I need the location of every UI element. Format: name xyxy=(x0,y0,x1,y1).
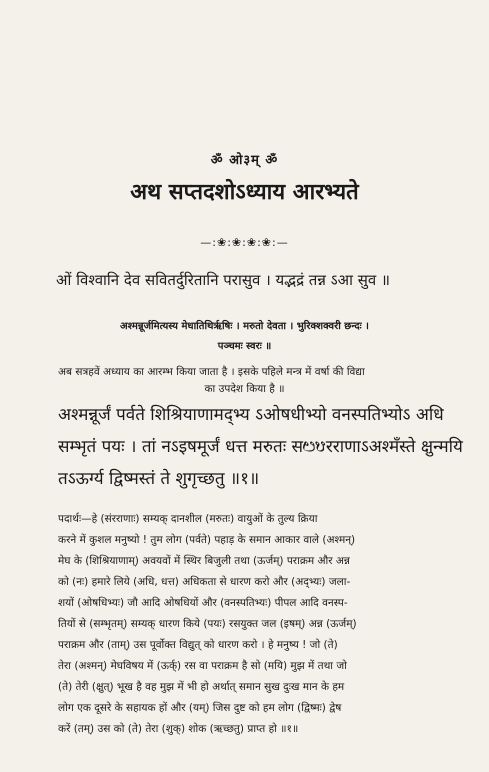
translation-line: करने में कुशल मनुष्यो ! तुम लोग (पर्वते) पहाड़ के समान आकार वाले (अश्मन्) xyxy=(58,534,356,546)
mantra-line-3: तऽऊर्ग्य द्विष्मस्तं ते शुगृच्छतु ॥१॥ xyxy=(58,469,260,489)
translation-line: पराक्रम और (ताम्) उस पूर्वोक्त विद्युत् को धारण करो । हे मनुष्य ! जो (ते) xyxy=(58,639,338,651)
translation-line: शयों (ओषधिभ्यः) जौ आदि ओषधियों और (वनस्पतिभ्यः) पीपल आदि वनस्प- xyxy=(58,597,348,609)
chapter-title: अथ सप्तदशोऽध्याय आरभ्यते xyxy=(130,180,359,205)
translation-line: को (नः) हमारे लिये (अधि, धत्त) अधिकता से धारण करो और (अद्भ्यः) जला- xyxy=(58,576,351,588)
mantra-line-2: सम्भृतं पयः । तां नऽइषमूर्जं धत्त मरुतः सᳩᳪरराणाऽअश्मँस्ते क्षुन्मयि xyxy=(58,437,463,457)
translation-line: पदार्थः—हे (संरराणाः) सम्यक् दानशील (मरुतः) वायुओं के तुल्य क्रिया xyxy=(58,513,318,525)
translation-line: (ते) तेरी (क्षुत्) भूख है वह मुझ में भी हो अर्थात् समान सुख दुःख मान के हम xyxy=(58,681,345,693)
translation-line: तेरा (अश्मन्) मेघविषय में (ऊर्क्) रस वा पराक्रम है सो (मयि) मुझ में तथा जो xyxy=(58,660,347,672)
translation-line: करें (तम्) उस को (ते) तेरा (शुक्) शोक (ऋच्छतु) प्राप्त हो ॥१॥ xyxy=(58,723,299,735)
translation-line: मेघ के (शिश्रियाणाम्) अवयवों में स्थिर बिजुली तथा (ऊर्जम्) पराक्रम और अन्न xyxy=(58,555,350,567)
translation-line: तियों से (सम्भृतम्) सम्यक् धारण किये (पयः) रसयुक्त जल (इषम्) अन्न (ऊर्जम्) xyxy=(58,618,357,630)
translation-line: लोग एक दूसरे के सहायक हों और (यम्) जिस दुष्ट को हम लोग (द्विष्मः) द्वेष xyxy=(58,702,342,714)
swara-line: पञ्चमः स्वरः ॥ xyxy=(217,341,272,352)
om-heading: ॐ ओ३म् ॐ xyxy=(210,153,279,168)
intro-line-1: अब सत्रहवें अध्याय का आरम्भ किया जाता है । इसके पहिले मन्त्र में वर्षा की विद्या xyxy=(58,366,365,378)
intro-line-2: का उपदेश किया है ॥ xyxy=(204,383,285,395)
opening-mantra: ओं विश्वानि देव सवितर्दुरितानि परासुव । यद्भद्रं तन्न ऽआ सुव ॥ xyxy=(56,271,391,289)
rishi-devata-line: अश्मन्नूर्जमित्यस्य मेधातिथिर्ऋषिः । मरुतो देवता । भुरिक्शक्वरी छन्दः । xyxy=(120,321,369,332)
ornament-divider: —:❀:❀:❀:❀:— xyxy=(200,236,289,249)
mantra-line-1: अश्मन्नूर्जं पर्वते शिश्रियाणामद्भ्य ऽओषधीभ्यो वनस्पतिभ्योऽ अधि xyxy=(58,405,444,425)
